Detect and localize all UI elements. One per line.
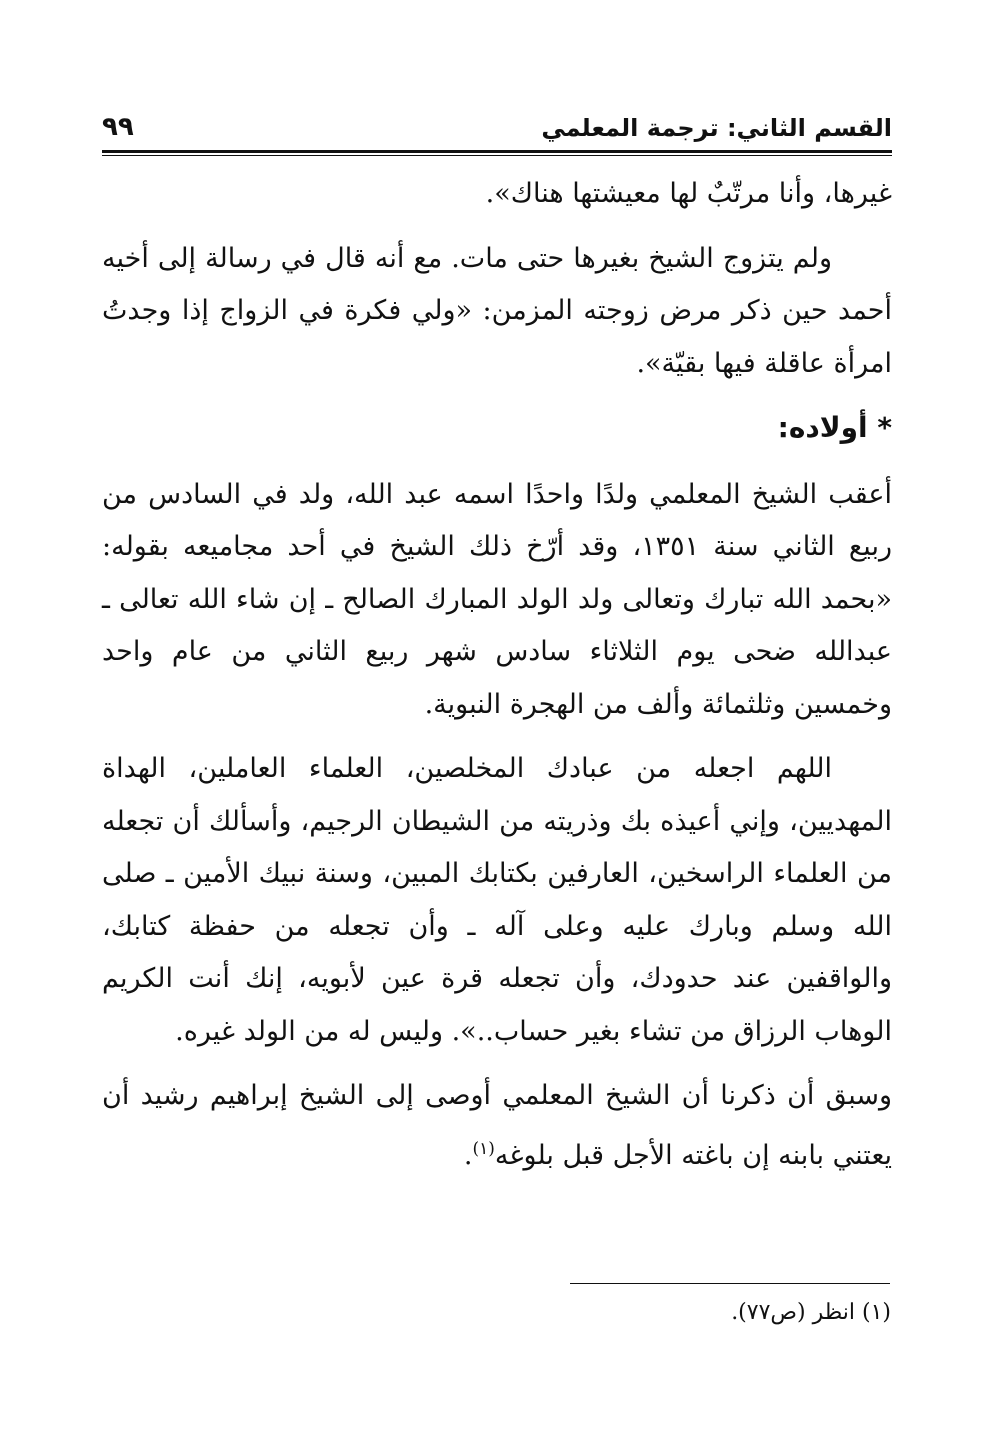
paragraph-3: أعقب الشيخ المعلمي ولدًا واحدًا اسمه عبد الله، ولد في السادس من ربيع الثاني سنة ١٣٥١، وقد أرّخ ذلك الشيخ في أحد مجاميعه بقوله: «بحمد الله تبارك وتعالى ولد الولد المبارك الصالح ـ إن شاء الله تعالى ـ عبدالله ضحى يوم الثلاثاء سادس شهر ربيع الثاني من عام واحد وخمسين وثلثمائة وألف من الهجرة النبوية.: [102, 478, 892, 720]
paragraph-2: ولم يتزوج الشيخ بغيرها حتى مات. مع أنه قال في رسالة إلى أخيه أحمد حين ذكر مرض زوجته المزمن: «ولي فكرة في الزواج إذا وجدتُ امرأة عاقلة فيها بقيّة».: [102, 242, 892, 379]
header-rule-thin: [102, 155, 892, 156]
page-header: [102, 110, 892, 150]
footnote-separator: [570, 1283, 890, 1284]
section-heading-children: * أولاده:: [777, 411, 892, 444]
running-title: القسم الثاني: ترجمة المعلمي: [541, 114, 892, 142]
paragraph-5-end: .: [463, 1139, 473, 1171]
page-number: ٩٩: [102, 112, 134, 142]
body-text: [102, 168, 892, 1194]
header-rule: [102, 150, 892, 153]
paragraph-5-text: وسبق أن ذكرنا أن الشيخ المعلمي أوصى إلى الشيخ إبراهيم رشيد أن يعتني بابنه إن باغته الأجل قبل بلوغه: [102, 1080, 892, 1171]
footnote-ref: (١): [472, 1138, 495, 1159]
paragraph-5: [102, 1070, 892, 1182]
paragraph-4: اللهم اجعله من عبادك المخلصين، العلماء العاملين، الهداة المهديين، وإني أعيذه بك وذريته من الشيطان الرجيم، وأسألك أن تجعله من العلماء الراسخين، العارفين بكتابك المبين، وسنة نبيك الأمين ـ صلى الله وسلم وبارك عليه وعلى آله ـ وأن تجعله من حفظة كتابك، والواقفين عند حدودك، وأن تجعله قرة عين لأبويه، إنك أنت الكريم الوهاب الرزاق من تشاء بغير حساب..». وليس له من الولد غيره.: [102, 753, 892, 1047]
footnote: (١) انظر (ص٧٧).: [731, 1300, 891, 1325]
paragraph-1: غيرها، وأنا مرتّبٌ لها معيشتها هناك».: [485, 178, 892, 209]
